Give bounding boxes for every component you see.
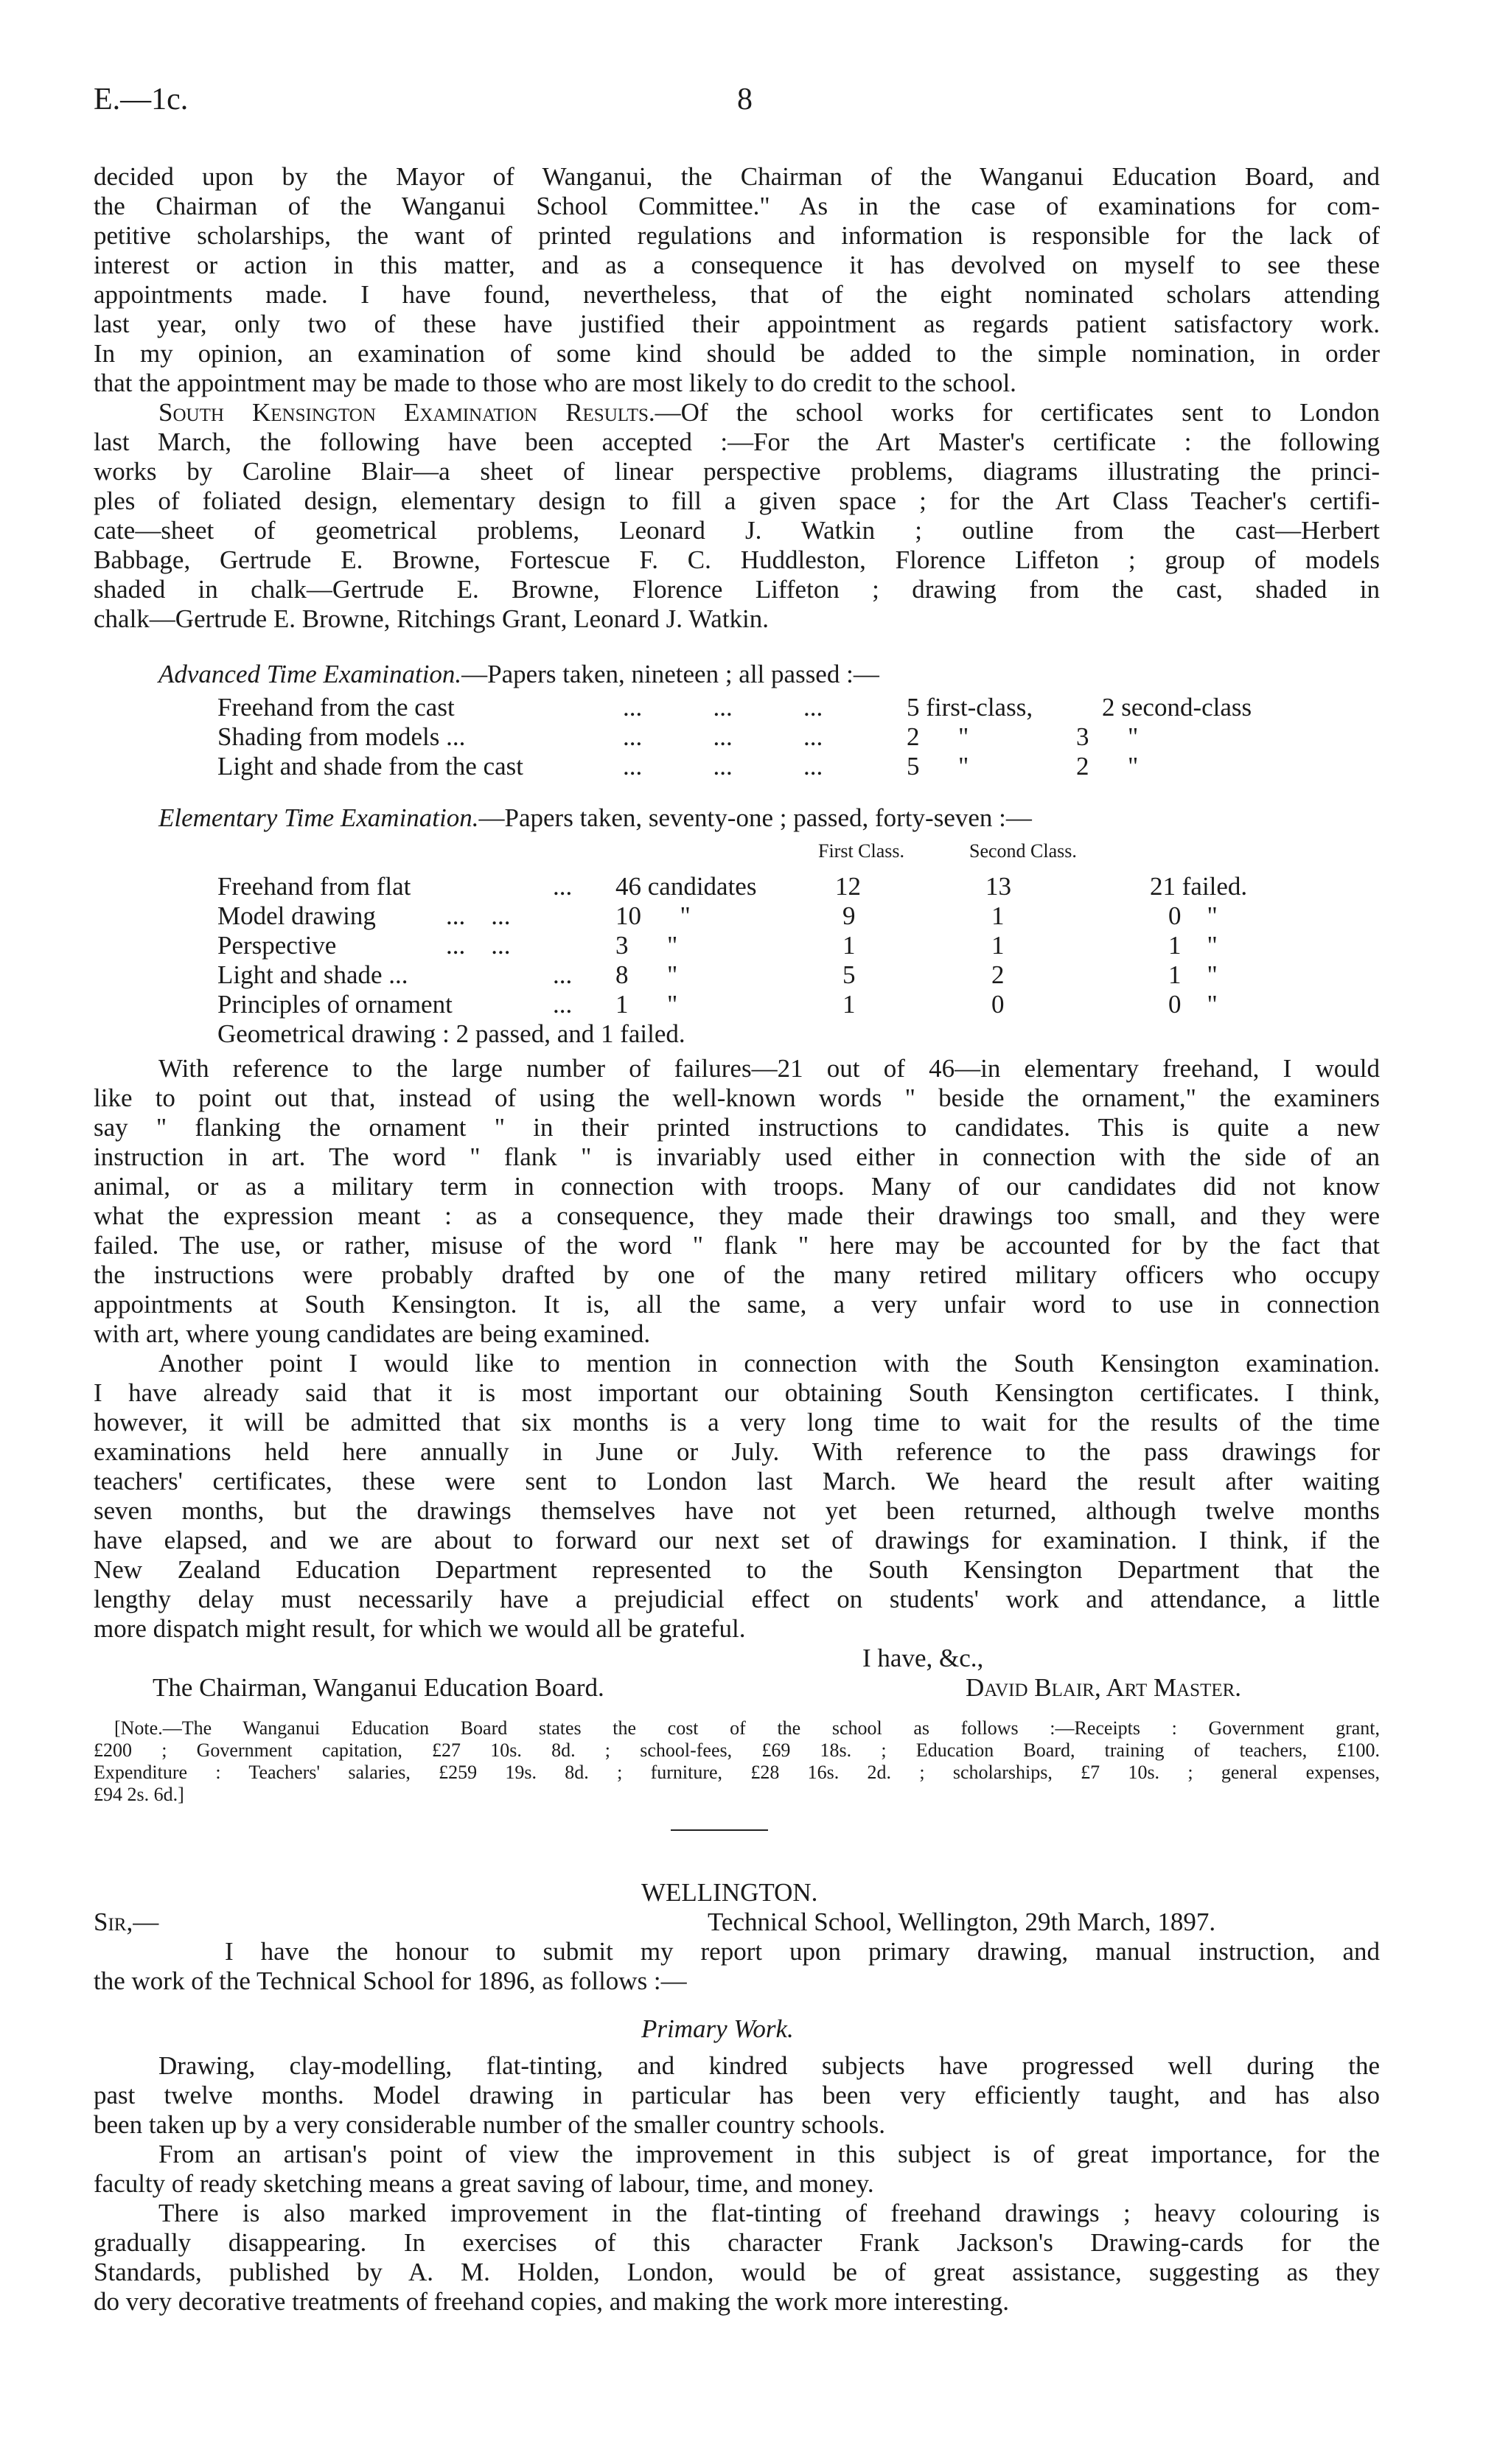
column-header-first-class: First Class. (818, 840, 905, 862)
text-line: however, it will be admitted that six months is a very long time to wait for the results of the time (94, 1408, 1380, 1437)
text-line: Babbage, Gertrude E. Browne, Fortescue F. C. Huddleston, Florence Liffeton ; group of models (94, 545, 1380, 574)
text-line: interest or action in this matter, and as a consequence it has devolved on myself to see these (94, 251, 1380, 279)
text-line: the Chairman of the Wanganui School Committee." As in the case of examinations for com- (94, 192, 1380, 220)
leader-dots: ... (553, 990, 573, 1019)
text-line: like to point out that, instead of using the well-known words " beside the ornament," the examiners (94, 1083, 1380, 1112)
text-line: chalk—Gertrude E. Browne, Ritchings Grant, Leonard J. Watkin. (94, 604, 770, 633)
cost-note (94, 1717, 1380, 1806)
page-number: 8 (737, 83, 753, 116)
text-line: appointments made. I have found, nevertheless, that of the eight nominated scholars attending (94, 280, 1380, 309)
text-line: cate—sheet of geometrical problems, Leonard J. Watkin ; outline from the cast—Herbert (94, 516, 1380, 545)
text-line: I have already said that it is most important our obtaining South Kensington certificates. I think, (94, 1378, 1380, 1407)
text-line: instruction in art. The word " flank " is invariably used either in connection with the side of an (94, 1142, 1380, 1171)
table-row: Freehand from flat (217, 872, 411, 901)
failed-count: 0 " (1168, 990, 1218, 1019)
text-line: Another point I would like to mention in connection with the South Kensington examination. (158, 1349, 1380, 1378)
second-class-count: 2 " (1076, 752, 1139, 781)
wellington-intro (94, 1937, 1380, 1996)
second-class-count: 1 (991, 931, 1005, 960)
text-line: From an artisan's point of view the improvement in this subject is of great importance, for the (158, 2140, 1380, 2168)
section-divider (671, 1829, 768, 1831)
table-row: Model drawing (217, 901, 376, 930)
primary-work-paragraph-2 (94, 2140, 1380, 2199)
second-class-count: 2 second-class (1102, 693, 1252, 722)
section-title-primary-work: Primary Work. (641, 2014, 794, 2043)
text-line: Expenditure : Teachers' salaries, £259 19s. 8d. ; furniture, £28 16s. 2d. ; scholarships, £7 10s. ; general expenses, (94, 1762, 1380, 1783)
advanced-exam-heading: Advanced Time Examination.—Papers taken, nineteen ; all passed :— (158, 660, 879, 688)
second-class-count: 13 (985, 872, 1011, 901)
text-line: been taken up by a very considerable number of the smaller country schools. (94, 2110, 885, 2139)
text-line: shaded in chalk—Gertrude E. Browne, Florence Liffeton ; drawing from the cast, shaded in (94, 575, 1380, 604)
candidate-count: 10 " (615, 901, 691, 930)
elementary-exam-table (217, 837, 1286, 1050)
text-line: £200 ; Government capitation, £27 10s. 8d. ; school-fees, £69 18s. ; Education Board, training of teachers, £100. (94, 1739, 1380, 1761)
closing-phrase: I have, &c., (862, 1644, 984, 1672)
text-line: examinations held here annually in June or July. With reference to the pass drawings for (94, 1437, 1380, 1466)
letter-signature: David Blair, Art Master. (966, 1673, 1242, 1702)
letter-recipient: The Chairman, Wanganui Education Board. (153, 1673, 604, 1702)
text-line: with art, where young candidates are being examined. (94, 1319, 651, 1348)
primary-work-paragraph-1 (94, 2051, 1380, 2140)
failed-count: 21 failed. (1150, 872, 1248, 901)
paragraph-flank-word (94, 1054, 1380, 1349)
geometrical-drawing-result: Geometrical drawing : 2 passed, and 1 failed. (217, 1019, 685, 1048)
text-line: seven months, but the drawings themselves have not yet been returned, although twelve months (94, 1496, 1380, 1525)
table-row: Freehand from the cast (217, 693, 455, 722)
section-heading: South Kensington Examination Results. (158, 398, 655, 427)
first-class-count: 1 (842, 990, 856, 1019)
text-line: works by Caroline Blair—a sheet of linear perspective problems, diagrams illustrating the princi- (94, 457, 1380, 486)
text-line: last year, only two of these have justified their appointment as regards patient satisfactory work. (94, 310, 1380, 338)
leader-dots: ... ... (446, 901, 511, 930)
paragraph-scholarships (94, 162, 1380, 398)
candidate-count: 46 candidates (615, 872, 757, 901)
leader-dots: ... (553, 960, 573, 989)
second-class-count: 0 (991, 990, 1005, 1019)
failed-count: 1 " (1168, 931, 1218, 960)
salutation: Sir,— (94, 1908, 159, 1936)
text-line: more dispatch might result, for which we would all be grateful. (94, 1614, 746, 1643)
first-class-count: 12 (835, 872, 861, 901)
first-class-count: 5 first-class, (907, 693, 1033, 722)
text-line: appointments at South Kensington. It is, all the same, a very unfair word to use in connection (94, 1290, 1380, 1319)
dateline: Technical School, Wellington, 29th March, 1897. (708, 1908, 1216, 1936)
primary-work-paragraph-3 (94, 2199, 1380, 2317)
text-line: I have the honour to submit my report upon primary drawing, manual instruction, and (225, 1937, 1380, 1966)
text-line: past twelve months. Model drawing in particular has been very efficiently taught, and has also (94, 2081, 1380, 2109)
text-line: have elapsed, and we are about to forward our next set of drawings for examination. I think, if the (94, 1526, 1380, 1554)
text-line: do very decorative treatments of freehand copies, and making the work more interesting. (94, 2287, 1010, 2316)
text-line: gradually disappearing. In exercises of this character Frank Jackson's Drawing-cards for the (94, 2228, 1380, 2257)
first-class-count: 5 " (907, 752, 969, 781)
text-line: decided upon by the Mayor of Wanganui, the Chairman of the Wanganui Education Board, and (94, 162, 1380, 191)
text-line: teachers' certificates, these were sent to London last March. We heard the result after waiting (94, 1467, 1380, 1495)
first-class-count: 2 " (907, 722, 969, 751)
candidate-count: 8 " (615, 960, 678, 989)
second-class-count: 3 " (1076, 722, 1139, 751)
text-line: faculty of ready sketching means a great saving of labour, time, and money. (94, 2169, 874, 2198)
paragraph-delay (94, 1349, 1380, 1644)
text-line: South Kensington Examination Results.—Of the school works for certificates sent to London (158, 398, 1380, 427)
text-line: last March, the following have been accepted :—For the Art Master's certificate : the following (94, 427, 1380, 456)
wellington-heading: WELLINGTON. (641, 1878, 818, 1907)
text-line: the instructions were probably drafted by one of the many retired military officers who occupy (94, 1260, 1380, 1289)
text-line: lengthy delay must necessarily have a prejudicial effect on students' work and attendance, a little (94, 1585, 1380, 1613)
text-line: petitive scholarships, the want of printed regulations and information is responsible for the lack of (94, 221, 1380, 250)
text-line: ples of foliated design, elementary design to fill a given space ; for the Art Class Teacher's certifi- (94, 486, 1380, 515)
first-class-count: 9 (842, 901, 856, 930)
failed-count: 1 " (1168, 960, 1218, 989)
text-line: failed. The use, or rather, misuse of the word " flank " here may be accounted for by the fact that (94, 1231, 1380, 1260)
text-line: There is also marked improvement in the flat-tinting of freehand drawings ; heavy colouring is (158, 2199, 1380, 2227)
text-line: In my opinion, an examination of some kind should be added to the simple nomination, in order (94, 339, 1380, 368)
leader-dots: ... ... ... (623, 752, 823, 781)
document-code: E.—1c. (94, 83, 189, 116)
text-line: the work of the Technical School for 1896, as follows :— (94, 1966, 687, 1995)
first-class-count: 1 (842, 931, 856, 960)
table-row: Light and shade from the cast (217, 752, 524, 781)
text-line: say " flanking the ornament " in their printed instructions to candidates. This is quite a new (94, 1113, 1380, 1142)
text-line: Standards, published by A. M. Holden, London, would be of great assistance, suggesting as they (94, 2258, 1380, 2286)
table-row: Shading from models ... (217, 722, 466, 751)
text-line: £94 2s. 6d.] (94, 1784, 184, 1805)
text-line: With reference to the large number of failures—21 out of 46—in elementary freehand, I would (158, 1054, 1380, 1083)
second-class-count: 2 (991, 960, 1005, 989)
paragraph-south-kensington-results (94, 398, 1380, 634)
first-class-count: 5 (842, 960, 856, 989)
text-line: New Zealand Education Department represented to the South Kensington Department that the (94, 1555, 1380, 1584)
text-line: Drawing, clay-modelling, flat-tinting, and kindred subjects have progressed well during the (158, 2051, 1380, 2080)
text-line: [Note.—The Wanganui Education Board states the cost of the school as follows :—Receipts : Government grant, (114, 1717, 1380, 1739)
advanced-exam-table (217, 693, 1286, 789)
text-line: that the appointment may be made to those who are most likely to do credit to the school. (94, 369, 1016, 397)
second-class-count: 1 (991, 901, 1005, 930)
elementary-exam-heading: Elementary Time Examination.—Papers taken, seventy-one ; passed, forty-seven :— (158, 803, 1032, 832)
table-row: Light and shade ... (217, 960, 408, 989)
table-row: Principles of ornament (217, 990, 453, 1019)
candidate-count: 3 " (615, 931, 678, 960)
leader-dots: ... ... ... (623, 722, 823, 751)
leader-dots: ... (553, 872, 573, 901)
column-header-second-class: Second Class. (969, 840, 1077, 862)
failed-count: 0 " (1168, 901, 1218, 930)
text-line: what the expression meant : as a consequence, they made their drawings too small, and they were (94, 1201, 1380, 1230)
leader-dots: ... ... (446, 931, 511, 960)
candidate-count: 1 " (615, 990, 678, 1019)
text-line: animal, or as a military term in connection with troops. Many of our candidates did not know (94, 1172, 1380, 1201)
leader-dots: ... ... ... (623, 693, 823, 722)
table-row: Perspective (217, 931, 337, 960)
